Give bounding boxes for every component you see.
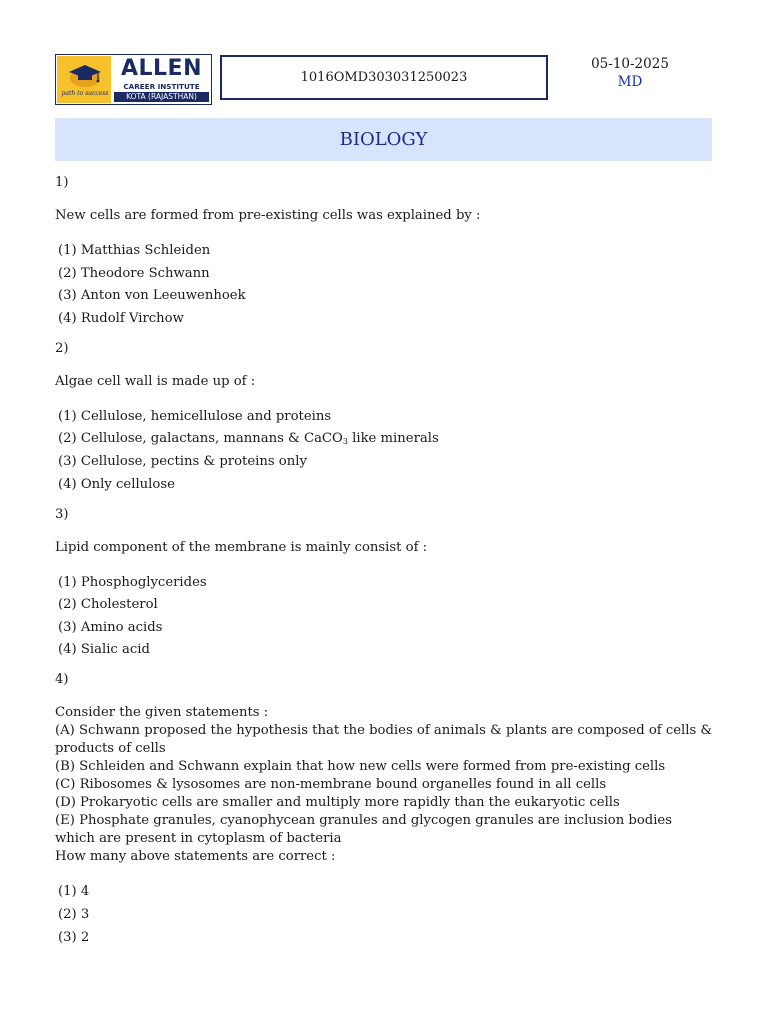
logo-emblem: [57, 56, 111, 103]
statement-e: (E) Phosphate granules, cyanophycean granules and glycogen granules are inclusion bodies which are present in cytoplasm of bacteria: [55, 813, 672, 847]
statement-c: (C) Ribosomes & lysosomes are non-membrane bound organelles found in all cells: [55, 777, 607, 793]
option-list: [55, 408, 715, 494]
graduation-cap-icon: [65, 60, 105, 90]
paper-code: 1016OMD303031250023: [300, 70, 468, 85]
chemical-subscript: 3: [342, 437, 348, 447]
question-number: 1): [55, 175, 69, 190]
option-list: [55, 883, 715, 946]
option-item[interactable]: (1) Cellulose, hemicellulose and proteins: [58, 408, 332, 424]
option-item[interactable]: (4) Rudolf Virchow: [58, 310, 184, 326]
statement-a: (A) Schwann proposed the hypothesis that the bodies of animals & plants are composed of cells & products of cells: [55, 723, 713, 757]
logo-subtitle: CAREER INSTITUTE: [123, 82, 200, 91]
option-item[interactable]: (1) Phosphoglycerides: [58, 574, 207, 590]
question-text: Lipid component of the membrane is mainly consist of :: [55, 539, 428, 555]
option-item[interactable]: (1) 4: [58, 884, 90, 900]
option-text: (2) Cellulose, galactans, mannans & CaCO: [58, 431, 343, 447]
option-item[interactable]: (2) 3: [58, 906, 90, 922]
option-list: [55, 242, 715, 328]
option-item[interactable]: (2) Theodore Schwann: [58, 265, 210, 281]
option-item[interactable]: (3) 2: [58, 929, 90, 945]
option-item[interactable]: (4) Sialic acid: [58, 642, 150, 658]
logo-location: KOTA (RAJASTHAN): [114, 92, 209, 102]
exam-date: 05-10-2025: [591, 56, 669, 72]
question-number: 4): [55, 672, 69, 688]
allen-logo: [55, 54, 212, 105]
exam-stream: MD: [617, 74, 643, 90]
option-item[interactable]: (4) Only cellulose: [58, 476, 175, 492]
option-item[interactable]: (3) Anton von Leeuwenhoek: [58, 288, 246, 304]
option-item[interactable]: (1) Matthias Schleiden: [58, 243, 211, 258]
question-number: 3): [55, 506, 69, 522]
subject-header: [55, 118, 712, 161]
paper-code-box: [220, 55, 548, 100]
question-4: [55, 671, 715, 946]
option-list: [55, 574, 715, 660]
question-number: 2): [55, 340, 69, 356]
logo-tagline: path to success: [61, 90, 109, 97]
question-prompt: How many above statements are correct :: [55, 849, 336, 865]
question-3: [55, 506, 715, 660]
question-2: [55, 340, 715, 494]
question-text: Consider the given statements :: [55, 705, 269, 721]
question-text: New cells are formed from pre-existing cells was explained by :: [55, 208, 481, 223]
option-text-suffix: like minerals: [347, 431, 439, 447]
logo-wordmark: [112, 56, 211, 103]
statement-d: (D) Prokaryotic cells are smaller and multiply more rapidly than the eukaryotic cells: [55, 795, 620, 811]
question-list: [55, 174, 715, 951]
logo-brand: ALLEN: [120, 56, 202, 81]
option-item[interactable]: (3) Amino acids: [58, 619, 163, 635]
option-item[interactable]: (3) Cellulose, pectins & proteins only: [58, 453, 307, 469]
option-item[interactable]: (2) Cholesterol: [58, 597, 158, 613]
question-text: Algae cell wall is made up of :: [55, 373, 256, 389]
option-item[interactable]: [55, 430, 715, 448]
question-1: [55, 174, 715, 328]
statement-b: (B) Schleiden and Schwann explain that how new cells were formed from pre-existing cells: [55, 759, 666, 775]
subject-title: BIOLOGY: [339, 129, 428, 150]
